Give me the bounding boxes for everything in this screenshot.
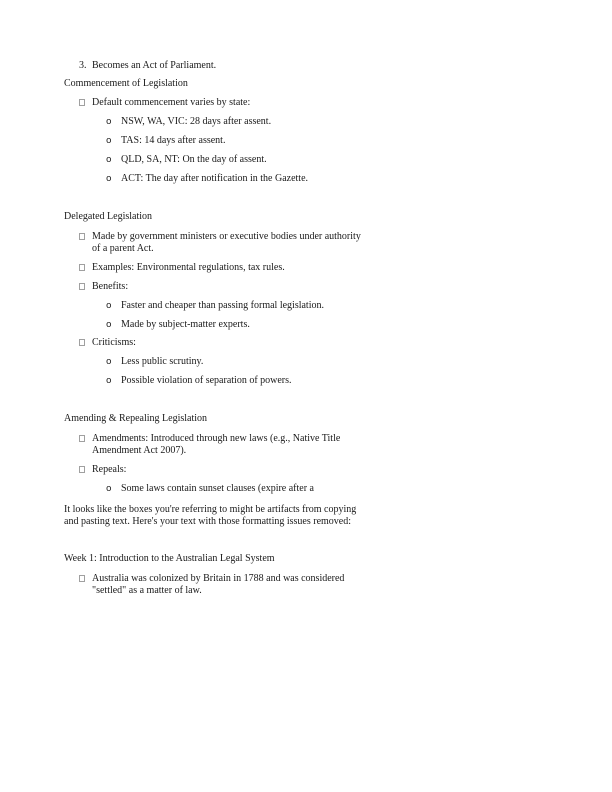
- bullet-text-continued: of a parent Act.: [92, 243, 154, 254]
- section-heading-amending: Amending & Repealing Legislation: [64, 413, 208, 424]
- bullet-box: [79, 233, 85, 240]
- sub-item-text: Faster and cheaper than passing formal legislation.: [121, 300, 324, 311]
- note-paragraph-line: and pasting text. Here's your text with those formatting issues removed:: [64, 516, 352, 527]
- sub-item-text: Made by subject-matter experts.: [121, 319, 250, 330]
- sub-bullet-marker: o: [106, 136, 112, 146]
- sub-item-text: ACT: The day after notification in the Gazette.: [121, 173, 309, 184]
- sub-bullet-marker: o: [106, 320, 112, 330]
- sub-bullet-marker: o: [106, 376, 112, 386]
- bullet-text: Australia was colonized by Britain in 1788 and was considered: [92, 573, 345, 584]
- bullet-box: [79, 264, 85, 271]
- bullet-text-continued: "settled" as a matter of law.: [92, 585, 202, 596]
- list-number: 3.: [79, 60, 87, 71]
- section-heading-commencement: Commencement of Legislation: [64, 78, 188, 89]
- sub-item-text: Some laws contain sunset clauses (expire after a: [121, 483, 314, 494]
- sub-item-text: Less public scrutiny.: [121, 356, 204, 367]
- section-heading-week1: Week 1: Introduction to the Australian Legal System: [64, 553, 275, 564]
- sub-bullet-marker: o: [106, 484, 112, 494]
- sub-bullet-marker: o: [106, 117, 112, 127]
- bullet-text-continued: Amendment Act 2007).: [92, 445, 187, 456]
- sub-item-text: QLD, SA, NT: On the day of assent.: [121, 154, 267, 165]
- bullet-text: Amendments: Introduced through new laws (e.g., Native Title: [92, 433, 341, 444]
- bullet-box: [79, 575, 85, 582]
- bullet-box: [79, 339, 85, 346]
- section-heading-delegated: Delegated Legislation: [64, 211, 153, 222]
- bullet-text: Benefits:: [92, 281, 129, 292]
- bullet-box: [79, 466, 85, 473]
- note-paragraph-line: It looks like the boxes you're referring to might be artifacts from copying: [64, 504, 357, 515]
- bullet-box: [79, 435, 85, 442]
- sub-item-text: NSW, WA, VIC: 28 days after assent.: [121, 116, 272, 127]
- sub-item-text: TAS: 14 days after assent.: [121, 135, 226, 146]
- bullet-box: [79, 99, 85, 106]
- bullet-text: Examples: Environmental regulations, tax rules.: [92, 262, 285, 273]
- sub-bullet-marker: o: [106, 174, 112, 184]
- bullet-text: Made by government ministers or executive bodies under authority: [92, 231, 361, 242]
- bullet-text: Repeals:: [92, 464, 127, 475]
- sub-bullet-marker: o: [106, 357, 112, 367]
- sub-item-text: Possible violation of separation of powers.: [121, 375, 292, 386]
- sub-bullet-marker: o: [106, 155, 112, 165]
- bullet-text: Default commencement varies by state:: [92, 97, 251, 108]
- bullet-box: [79, 283, 85, 290]
- sub-bullet-marker: o: [106, 301, 112, 311]
- bullet-text: Criticisms:: [92, 337, 136, 348]
- list-item-text: Becomes an Act of Parliament.: [92, 60, 217, 71]
